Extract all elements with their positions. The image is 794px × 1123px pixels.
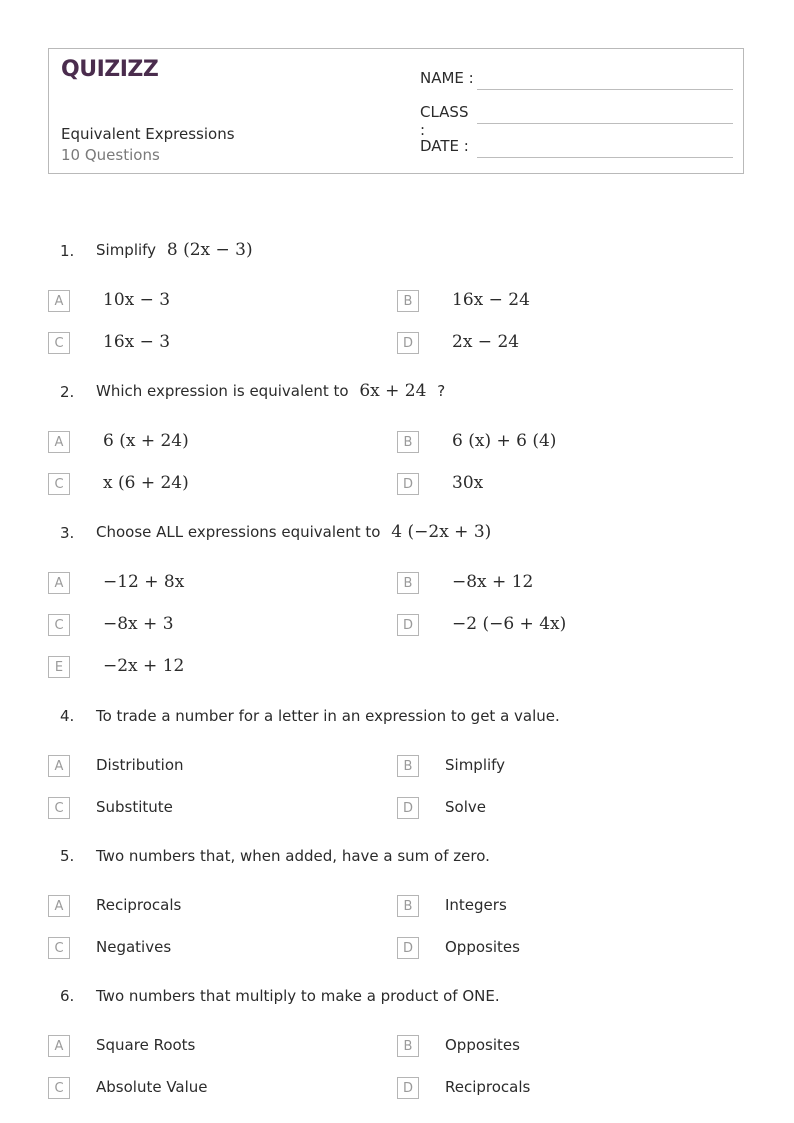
option-box[interactable]: B (397, 895, 419, 917)
option-box[interactable]: A (48, 431, 70, 453)
option-box[interactable]: C (48, 332, 70, 354)
question-suffix: ? (437, 382, 446, 400)
option-box[interactable]: D (397, 1077, 419, 1099)
question-expression: 4 (−2x + 3) (391, 522, 492, 542)
option-box[interactable]: C (48, 797, 70, 819)
option-text: Substitute (96, 798, 173, 816)
option-text: Reciprocals (445, 1078, 531, 1096)
option-text: 30x (452, 473, 484, 493)
option-text: Simplify (445, 756, 506, 774)
option-text: 2x − 24 (452, 332, 520, 352)
option-box[interactable]: D (397, 473, 419, 495)
option-text: Absolute Value (96, 1078, 208, 1096)
name-label: NAME : (420, 69, 474, 87)
question-text (96, 522, 497, 542)
option-box[interactable]: B (397, 755, 419, 777)
option-box[interactable]: E (48, 656, 70, 678)
class-field (420, 103, 476, 139)
option-text: −12 + 8x (103, 572, 185, 592)
option-box[interactable]: A (48, 572, 70, 594)
option-text: Solve (445, 798, 486, 816)
option-text: x (6 + 24) (103, 473, 189, 493)
question-text (96, 381, 445, 401)
option-text: −2x + 12 (103, 656, 185, 676)
option-text: Opposites (445, 1036, 520, 1054)
question-text: To trade a number for a letter in an expression to get a value. (96, 707, 560, 725)
option-box[interactable]: D (397, 937, 419, 959)
option-box[interactable]: D (397, 797, 419, 819)
quizizz-logo: QUIZIZZ (61, 57, 159, 82)
question-number: 4. (60, 707, 75, 725)
option-box[interactable]: D (397, 614, 419, 636)
question-prompt: Choose ALL expressions equivalent to (96, 523, 381, 541)
option-box[interactable]: A (48, 895, 70, 917)
option-box[interactable]: C (48, 473, 70, 495)
option-text: Distribution (96, 756, 184, 774)
question-expression: 8 (2x − 3) (166, 240, 253, 260)
date-field (420, 137, 476, 155)
worksheet-title: Equivalent Expressions (61, 125, 235, 143)
option-text: 6 (x + 24) (103, 431, 189, 451)
option-text: 6 (x) + 6 (4) (452, 431, 557, 451)
option-text: 10x − 3 (103, 290, 171, 310)
name-line[interactable] (477, 89, 733, 90)
option-text: Integers (445, 896, 507, 914)
option-text: −2 (−6 + 4x) (452, 614, 567, 634)
option-box[interactable]: B (397, 431, 419, 453)
date-line[interactable] (477, 157, 733, 158)
question-number: 6. (60, 987, 75, 1005)
option-box[interactable]: B (397, 290, 419, 312)
option-box[interactable]: B (397, 572, 419, 594)
option-box[interactable]: C (48, 937, 70, 959)
option-box[interactable]: B (397, 1035, 419, 1057)
option-text: Negatives (96, 938, 172, 956)
name-field (420, 69, 476, 87)
option-text: Square Roots (96, 1036, 196, 1054)
question-number: 5. (60, 847, 75, 865)
question-count: 10 Questions (61, 146, 160, 164)
option-box[interactable]: A (48, 1035, 70, 1057)
question-expression: 6x + 24 (359, 381, 427, 401)
question-text (96, 240, 259, 260)
option-box[interactable]: C (48, 1077, 70, 1099)
question-text: Two numbers that, when added, have a sum of zero. (96, 847, 490, 865)
class-line[interactable] (477, 123, 733, 124)
class-label: CLASS : (420, 103, 469, 139)
option-text: 16x − 3 (103, 332, 171, 352)
question-text: Two numbers that multiply to make a product of ONE. (96, 987, 500, 1005)
question-number: 3. (60, 524, 75, 542)
worksheet-header (48, 48, 744, 174)
option-text: Opposites (445, 938, 520, 956)
option-text: Reciprocals (96, 896, 182, 914)
option-text: −8x + 3 (103, 614, 174, 634)
option-text: −8x + 12 (452, 572, 534, 592)
option-box[interactable]: A (48, 755, 70, 777)
option-box[interactable]: D (397, 332, 419, 354)
question-prompt: Which expression is equivalent to (96, 382, 349, 400)
option-box[interactable]: C (48, 614, 70, 636)
question-number: 1. (60, 242, 75, 260)
option-text: 16x − 24 (452, 290, 530, 310)
option-box[interactable]: A (48, 290, 70, 312)
question-prompt: Simplify (96, 241, 157, 259)
question-number: 2. (60, 383, 75, 401)
date-label: DATE : (420, 137, 469, 155)
